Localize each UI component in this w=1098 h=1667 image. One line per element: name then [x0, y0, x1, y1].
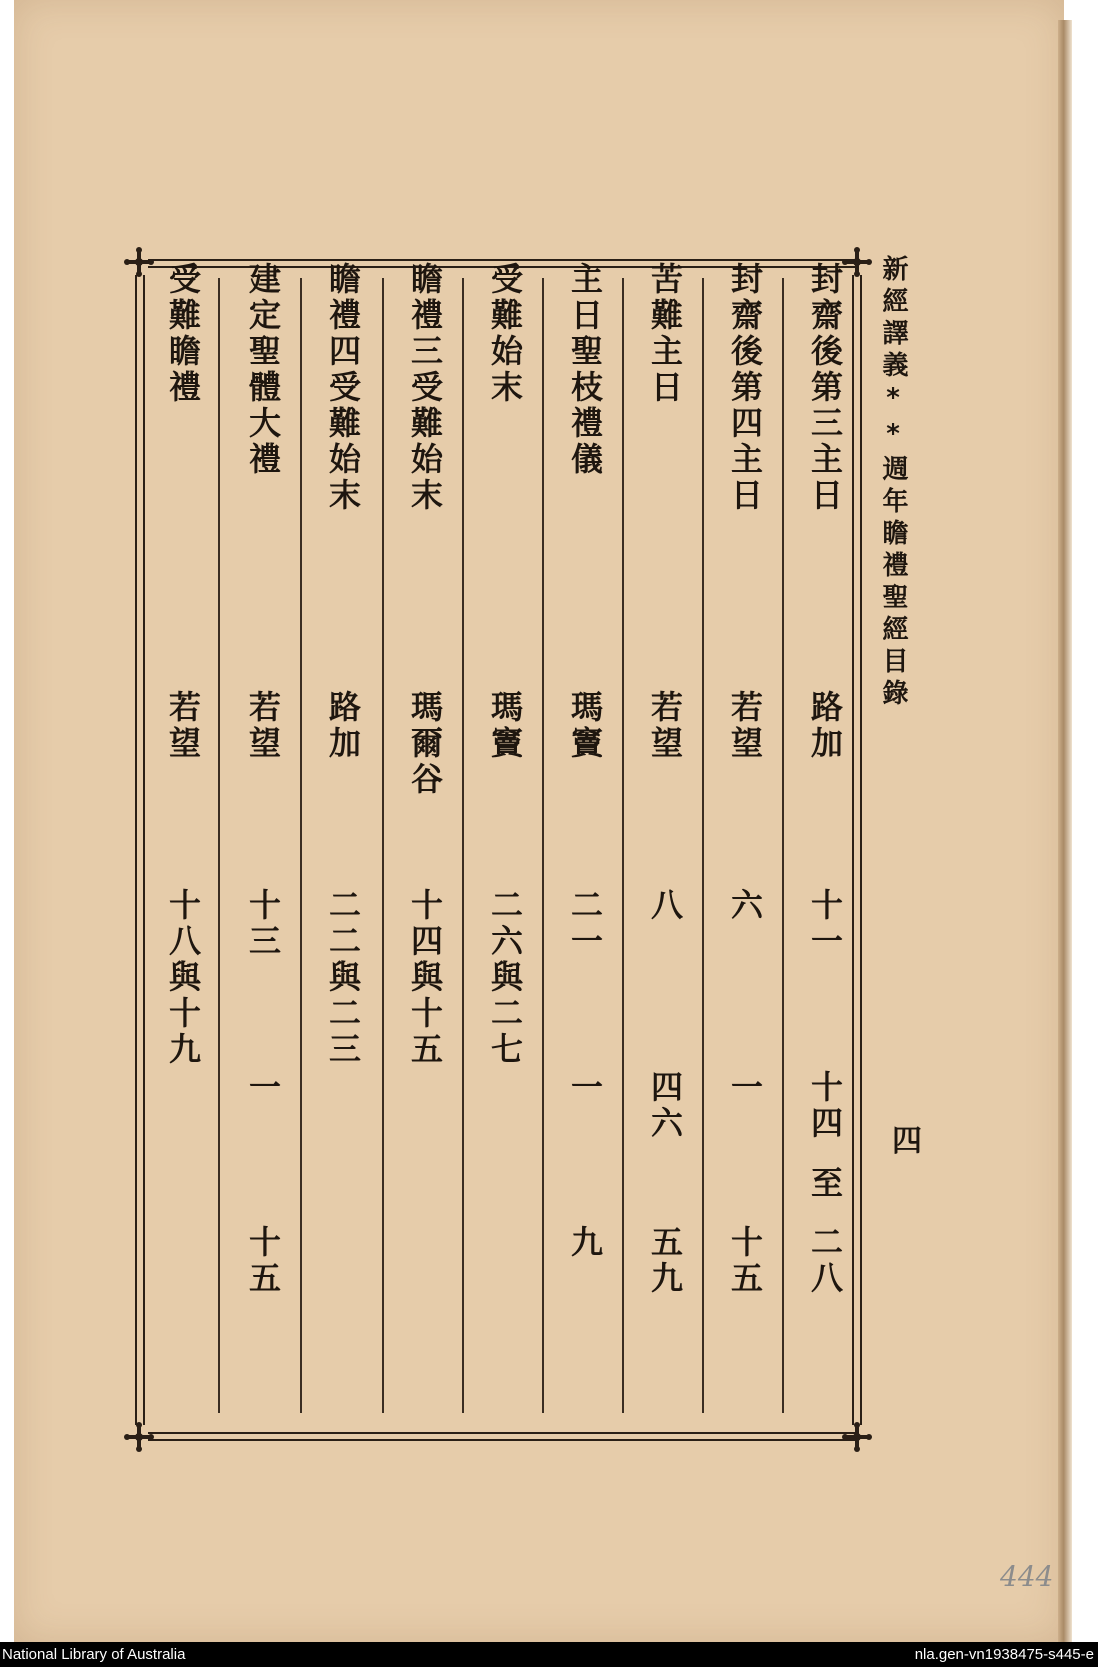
entry-chapter: 六: [726, 888, 764, 924]
handwritten-page-mark: 444: [1000, 1560, 1054, 1593]
entry-title: 受難始末: [486, 262, 524, 406]
page-number: 四: [892, 1124, 922, 1159]
entry-book: 瑪爾谷: [406, 690, 444, 798]
entry-verse: 十五: [244, 1225, 282, 1297]
entry-book: 瑪竇: [486, 690, 524, 762]
entry-chapter: 八: [646, 888, 684, 924]
entry-book: 路加: [806, 690, 844, 762]
footer-bar: [0, 1642, 1098, 1667]
entry-title: 封齋後第四主日: [726, 262, 764, 514]
entry-book: 若望: [244, 690, 282, 762]
entry-verse: 十四: [806, 1070, 844, 1142]
page-header-title: 新經譯義**週年瞻禮聖經目錄: [878, 255, 908, 711]
entry-chapter: 十八與十九: [164, 888, 202, 1068]
footer-identifier: nla.gen-vn1938475-s445-e: [914, 1646, 1094, 1663]
entry-chapter: 二六與二七: [486, 888, 524, 1068]
entry-verse: 一: [726, 1070, 764, 1106]
entry-chapter: 十四與十五: [406, 888, 444, 1068]
entry-chapter: 十一: [806, 888, 844, 960]
entry-verse: 十五: [726, 1225, 764, 1297]
entry-verse: 一: [244, 1070, 282, 1106]
corner-ornament-icon: [124, 1422, 154, 1452]
entry-title: 苦難主日: [646, 262, 684, 406]
entry-book: 路加: [324, 690, 362, 762]
entry-verse: 至: [806, 1166, 844, 1202]
entry-verse: 二八: [806, 1225, 844, 1297]
page-edge: [1058, 20, 1072, 1642]
entry-title: 受難瞻禮: [164, 262, 202, 406]
entry-title: 封齋後第三主日: [806, 262, 844, 514]
entry-title: 瞻禮四受難始末: [324, 262, 362, 514]
entry-title: 瞻禮三受難始末: [406, 262, 444, 514]
footer-library-name: National Library of Australia: [2, 1646, 186, 1663]
entry-title: 建定聖體大禮: [244, 262, 282, 478]
entry-chapter: 二一: [566, 888, 604, 960]
entry-title: 主日聖枝禮儀: [566, 262, 604, 478]
entry-book: 若望: [726, 690, 764, 762]
corner-ornament-icon: [124, 247, 154, 277]
entry-book: 若望: [164, 690, 202, 762]
entry-verse: 九: [566, 1225, 604, 1261]
entry-verse: 一: [566, 1070, 604, 1106]
entry-chapter: 十三: [244, 888, 282, 960]
entry-verse: 四六: [646, 1070, 684, 1142]
entry-verse: 五九: [646, 1225, 684, 1297]
entry-chapter: 二二與二三: [324, 888, 362, 1068]
entry-book: 瑪竇: [566, 690, 604, 762]
book-page: [14, 0, 1064, 1642]
corner-ornament-icon: [842, 1422, 872, 1452]
entry-book: 若望: [646, 690, 684, 762]
